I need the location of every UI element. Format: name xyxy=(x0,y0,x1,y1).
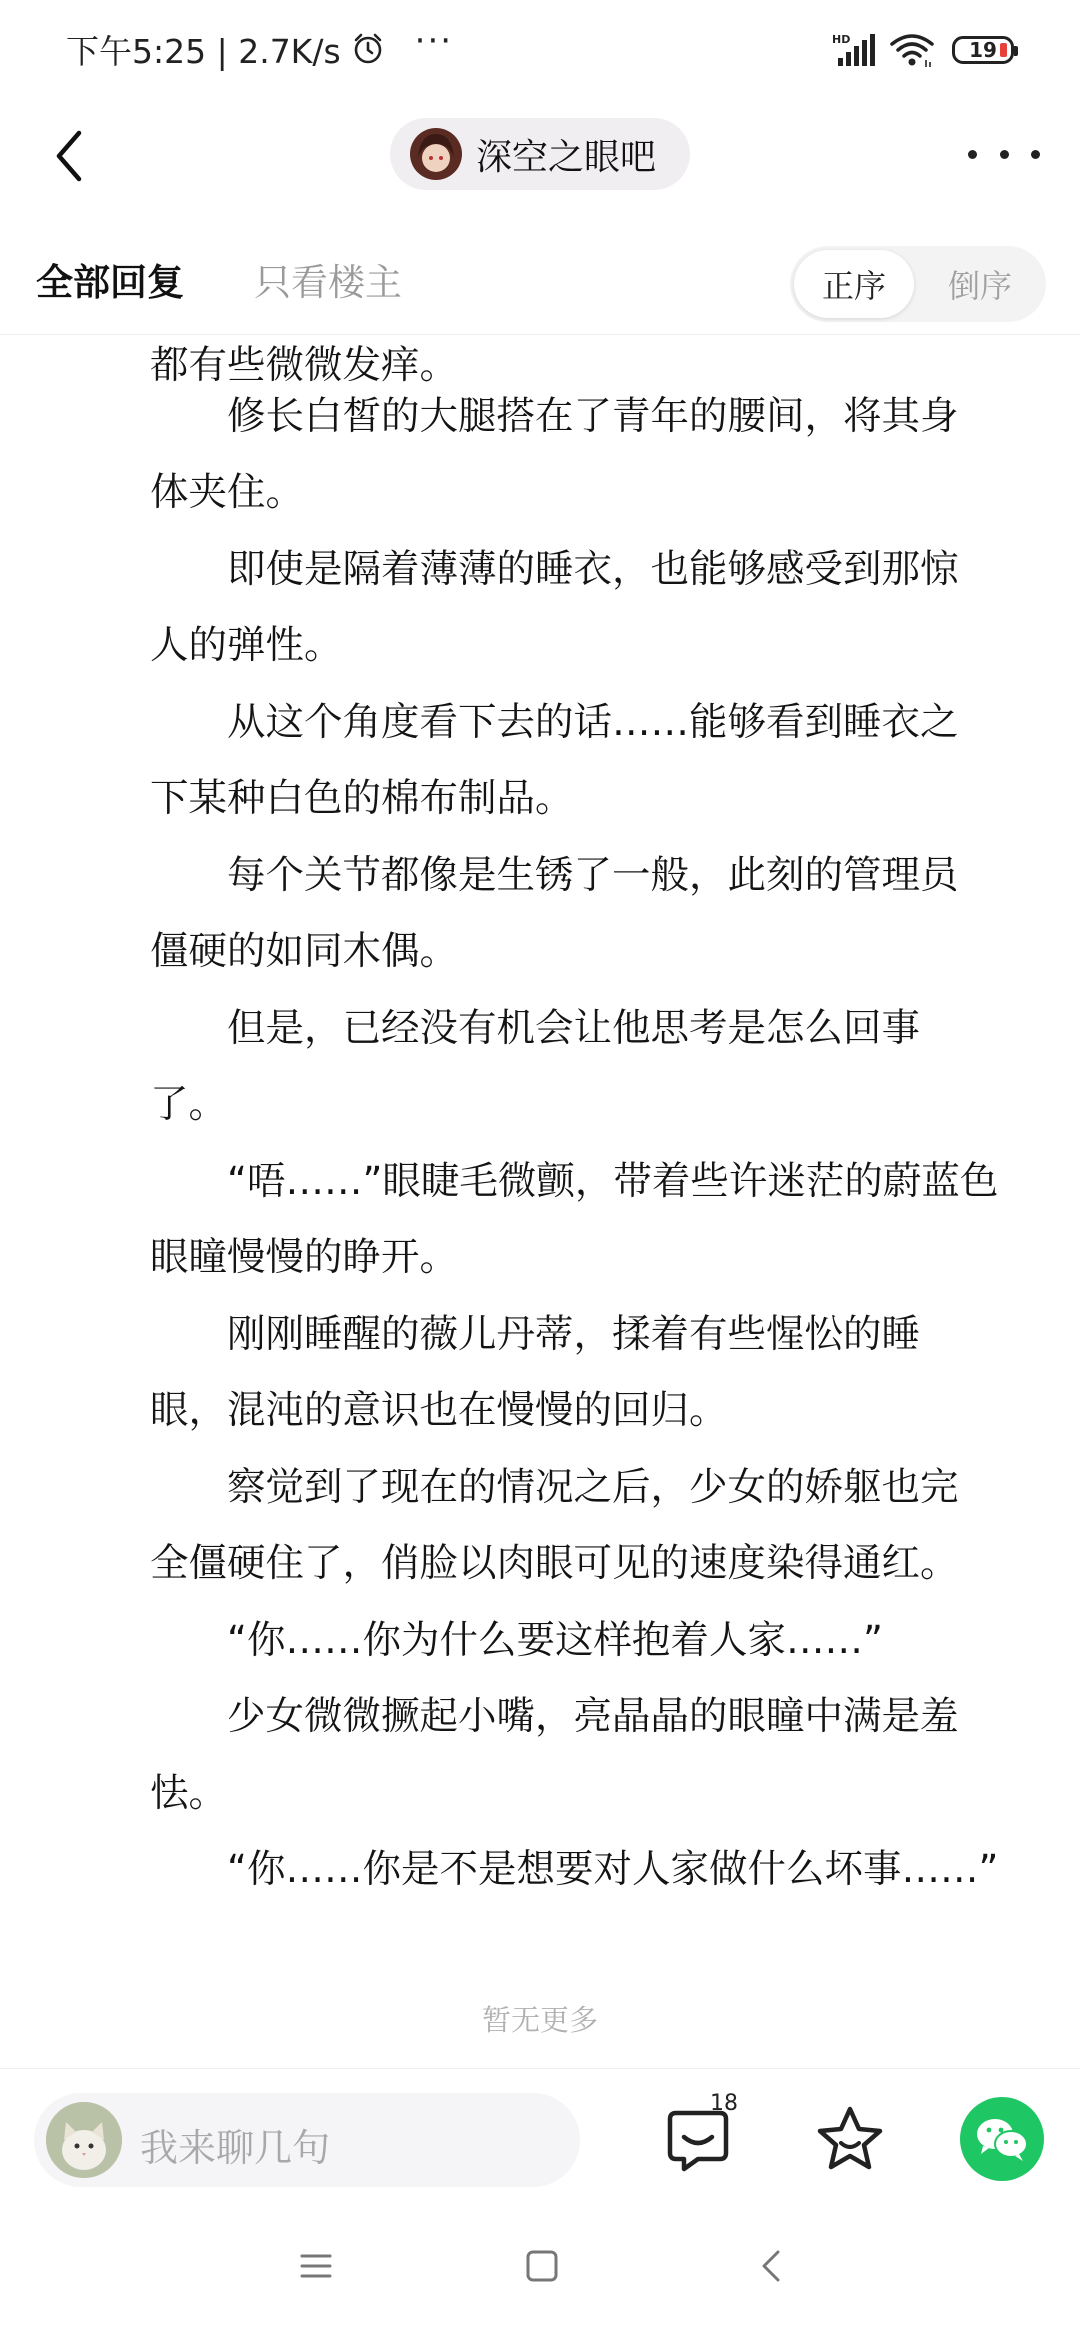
post-line: 但是，已经没有机会让他思考是怎么回事 xyxy=(150,1006,921,1051)
post-line: 下某种白色的棉布制品。 xyxy=(150,776,574,821)
system-nav-bar xyxy=(0,2210,1080,2340)
alarm-icon xyxy=(351,32,385,66)
menu-icon[interactable] xyxy=(296,2246,336,2286)
no-more-label: 暂无更多 xyxy=(481,2003,598,2037)
post-line: 察觉到了现在的情况之后，少女的娇躯也完 xyxy=(150,1465,959,1510)
wifi-icon xyxy=(888,32,936,68)
back-icon[interactable] xyxy=(752,2246,792,2286)
post-line: “你……你是不是想要对人家做什么坏事……” xyxy=(150,1847,999,1892)
forum-name-pill[interactable] xyxy=(390,118,690,190)
post-line: 刚刚睡醒的薇儿丹蒂，揉着有些惺忪的睡 xyxy=(150,1312,921,1357)
avatar xyxy=(46,2102,122,2178)
wechat-icon xyxy=(975,2116,1029,2162)
top-nav-bar xyxy=(0,96,1080,216)
post-line: 体夹住。 xyxy=(150,470,305,515)
reply-placeholder: 我来聊几句 xyxy=(140,2126,331,2170)
forum-name: 深空之眼吧 xyxy=(476,136,657,178)
sort-descending-button[interactable]: 倒序 xyxy=(947,267,1012,305)
sort-toggle xyxy=(790,246,1046,322)
post-line: 每个关节都像是生锈了一般，此刻的管理员 xyxy=(150,853,959,898)
network-label: HD xyxy=(832,33,851,46)
post-line: 眼，混沌的意识也在慢慢的回归。 xyxy=(150,1388,728,1433)
back-button[interactable] xyxy=(40,120,100,192)
battery-level: 19 xyxy=(969,38,997,62)
status-left xyxy=(66,21,454,72)
tab-all-replies[interactable]: 全部回复 xyxy=(36,261,184,304)
wechat-share-button[interactable] xyxy=(960,2097,1044,2181)
post-line: 少女微微撅起小嘴，亮晶晶的眼瞳中满是羞 xyxy=(150,1694,959,1739)
back-arrow-icon xyxy=(53,129,87,183)
home-icon[interactable] xyxy=(522,2246,562,2286)
post-line: 僵硬的如同木偶。 xyxy=(150,929,459,974)
star-icon[interactable] xyxy=(814,2103,886,2175)
post-line: 了。 xyxy=(150,1082,228,1127)
post-line: 修长白皙的大腿搭在了青年的腰间，将其身 xyxy=(150,394,959,439)
post-line: 全僵硬住了，俏脸以肉眼可见的速度染得通红。 xyxy=(150,1541,959,1586)
battery-icon xyxy=(952,36,1014,64)
status-right xyxy=(832,30,1014,70)
forum-avatar xyxy=(410,128,462,180)
more-icon xyxy=(968,150,977,159)
status-time: 下午5:25 | 2.7K/s xyxy=(66,31,341,71)
post-line: 即使是隔着薄薄的睡衣，也能够感受到那惊 xyxy=(150,547,959,592)
post-line: “唔……”眼睫毛微颤，带着些许迷茫的蔚蓝色 xyxy=(150,1159,999,1204)
post-line: “你……你为什么要这样抱着人家……” xyxy=(150,1618,883,1663)
reply-input[interactable] xyxy=(34,2093,580,2187)
reply-filter-bar xyxy=(0,216,1080,335)
sort-ascending-button[interactable]: 正序 xyxy=(794,250,914,318)
post-line: 从这个角度看下去的话……能够看到睡衣之 xyxy=(150,700,959,745)
signal-icon xyxy=(832,32,878,68)
post-content xyxy=(0,335,1080,1970)
bottom-action-bar xyxy=(0,2068,1080,2209)
post-line: 眼瞳慢慢的睁开。 xyxy=(150,1235,459,1280)
post-line: 人的弹性。 xyxy=(150,623,343,668)
post-line: 怯。 xyxy=(150,1771,228,1816)
tab-only-owner[interactable]: 只看楼主 xyxy=(254,261,402,304)
status-bar xyxy=(0,0,1080,96)
post-line: 都有些微微发痒。 xyxy=(150,343,459,388)
comment-count-badge: 18 xyxy=(710,2091,738,2116)
status-more-dots: ··· xyxy=(414,21,454,61)
more-options-button[interactable] xyxy=(968,132,1040,176)
